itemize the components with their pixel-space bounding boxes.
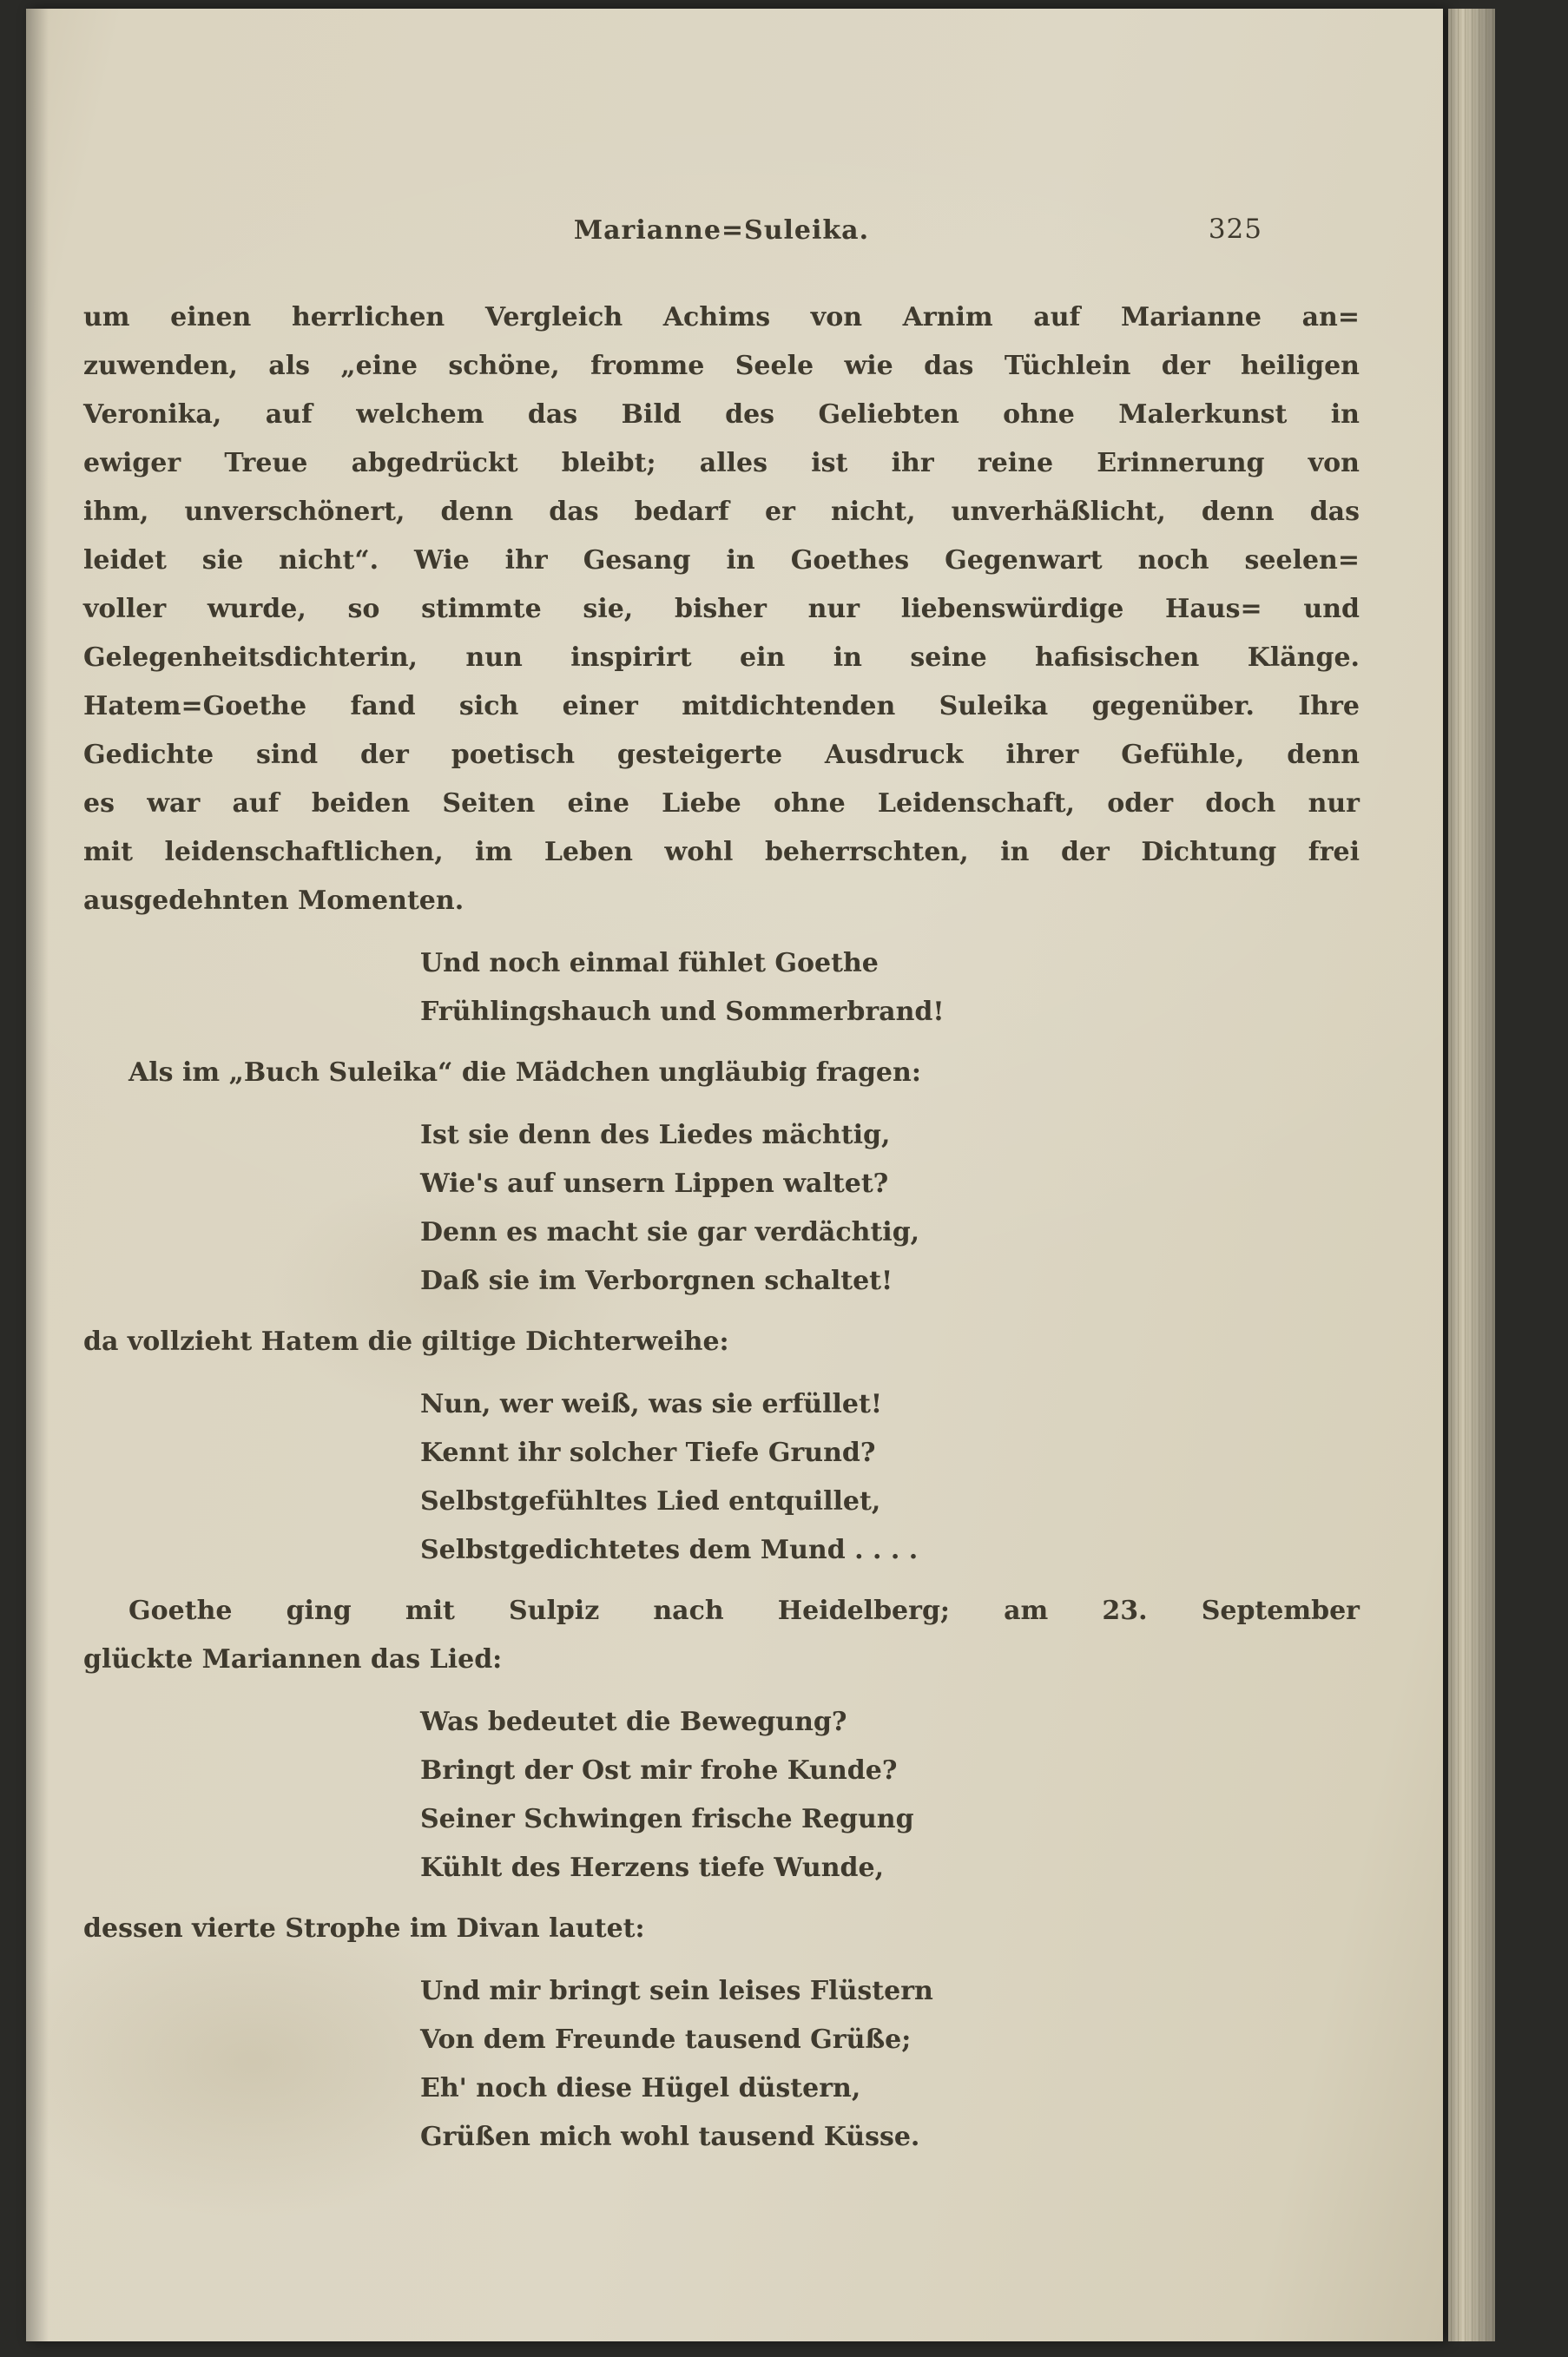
text-line: mit leidenschaftlichen, im Leben wohl beherrschten, in der Dichtung frei [83,837,1360,867]
text-line: Denn es macht sie gar verdächtig, [420,1217,920,1248]
text-line: Ist sie denn des Liedes mächtig, [420,1120,891,1150]
text-line: voller wurde, so stimmte sie, bisher nur liebenswürdige Haus= und [83,594,1360,624]
text-line: Und noch einmal fühlet Goethe [420,948,879,978]
text-line: ihm, unverschönert, denn das bedarf er nicht, unverhäßlicht, denn das [83,497,1360,527]
page-number: 325 [1208,214,1262,245]
verse-block-2 [420,1111,1360,1306]
text-line: Frühlingshauch und Sommerbrand! [420,997,945,1027]
book-fore-edge [1448,9,1495,2341]
text-line: Nun, wer weiß, was sie erfüllet! [420,1389,883,1419]
text-line: Gedichte sind der poetisch gesteigerte Ausdruck ihrer Gefühle, denn [83,740,1360,770]
text-line: leidet sie nicht“. Wie ihr Gesang in Goethes Gegenwart noch seelen= [83,545,1360,576]
verse-block-4 [420,1698,1360,1893]
text-line: Goethe ging mit Sulpiz nach Heidelberg; am 23. September [128,1596,1360,1626]
text-line: ewiger Treue abgedrückt bleibt; alles ist ihr reine Erinnerung von [83,448,1360,478]
text-line: Grüßen mich wohl tausend Küsse. [420,2122,920,2152]
paragraph-continuation [83,293,1360,925]
text-line: Daß sie im Verborgnen schaltet! [420,1266,893,1296]
text-line: Selbstgedichtetes dem Mund . . . . [420,1535,919,1565]
text-line: ausgedehnten Momenten. [83,886,464,916]
text-line: Veronika, auf welchem das Bild des Geliebten ohne Malerkunst in [83,399,1360,430]
text-line: Von dem Freunde tausend Grüße; [420,2025,912,2055]
text-line: Bringt der Ost mir frohe Kunde? [420,1755,898,1786]
text-line: Kühlt des Herzens tiefe Wunde, [420,1853,885,1883]
page-header [83,215,1360,246]
text-line: Selbstgefühltes Lied entquillet, [420,1486,881,1517]
verse-block-1 [420,939,1360,1037]
text-line: Kennt ihr solcher Tiefe Grund? [420,1438,876,1468]
paragraph-intro-verse3: da vollzieht Hatem die giltige Dichterweihe: [83,1327,729,1357]
text-line: glückte Mariannen das Lied: [83,1644,503,1675]
text-line: Hatem=Goethe fand sich einer mitdichtenden Suleika gegenüber. Ihre [83,691,1360,721]
running-title: Marianne=Suleika. [573,215,870,246]
text-line: um einen herrlichen Vergleich Achims von Arnim auf Marianne an= [83,302,1360,332]
paragraph-heidelberg [83,1587,1360,1684]
text-column [83,293,1360,2174]
paragraph-intro-verse5: dessen vierte Strophe im Divan lautet: [83,1913,645,1944]
text-line: Gelegenheitsdichterin, nun inspirirt ein in seine hafisischen Klänge. [83,642,1360,673]
verse-block-3 [420,1380,1360,1575]
text-line: Wie's auf unsern Lippen waltet? [420,1169,889,1199]
paragraph-intro-verse2: Als im „Buch Suleika“ die Mädchen ungläubig fragen: [128,1057,921,1088]
text-line: Was bedeutet die Bewegung? [420,1707,847,1737]
text-line: Und mir bringt sein leises Flüstern [420,1976,933,2006]
text-line: Seiner Schwingen frische Regung [420,1804,914,1834]
text-line: zuwenden, als „eine schöne, fromme Seele wie das Tüchlein der heiligen [83,351,1360,381]
verse-block-5 [420,1967,1360,2162]
text-line: es war auf beiden Seiten eine Liebe ohne Leidenschaft, oder doch nur [83,788,1360,819]
book-page [26,9,1443,2341]
text-line: Eh' noch diese Hügel düstern, [420,2073,861,2104]
